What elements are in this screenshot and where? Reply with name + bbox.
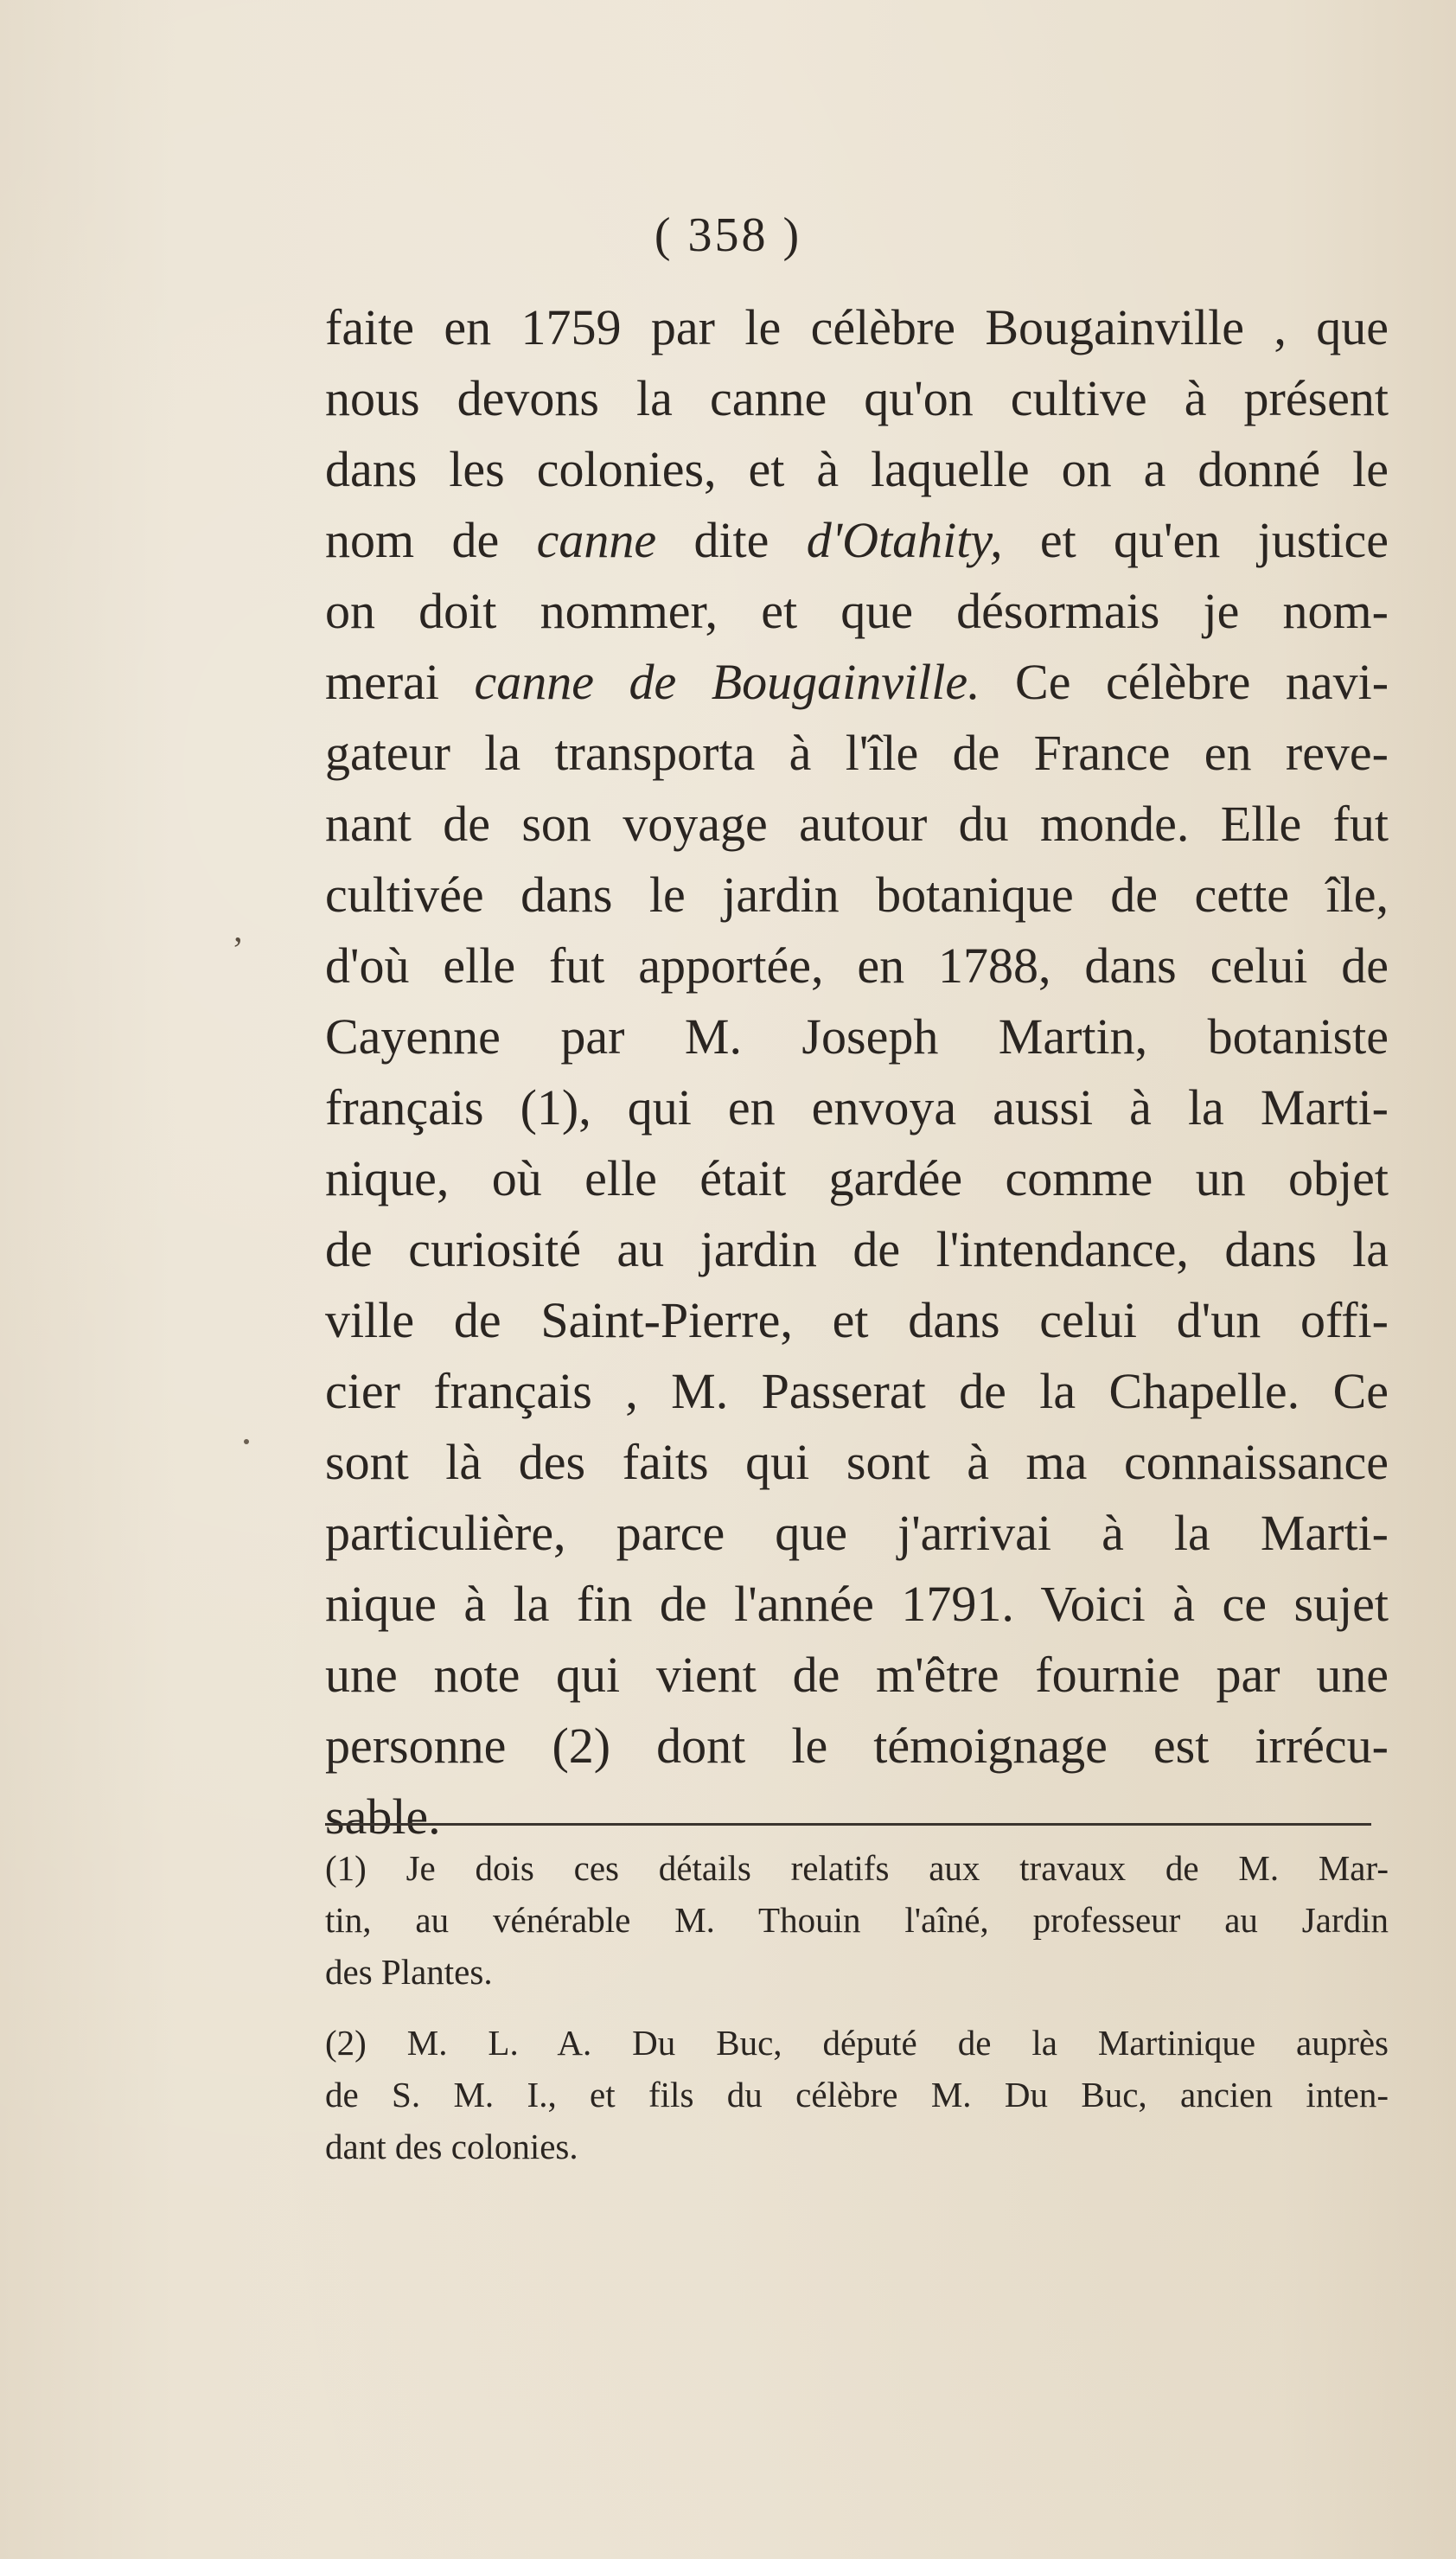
text-segment: dite	[656, 512, 807, 568]
footnote-1-line: des Plantes.	[325, 1952, 493, 1992]
text-line: d'où elle fut apportée, en 1788, dans celui de	[325, 937, 1389, 994]
text-line: nique, où elle était gardée comme un objet	[325, 1150, 1389, 1206]
text-line: cier français , M. Passerat de la Chapelle. Ce	[325, 1363, 1389, 1419]
footnotes	[325, 1842, 1389, 2172]
text-line	[325, 505, 1389, 576]
main-text	[325, 292, 1389, 1852]
text-line: une note qui vient de m'être fournie par une	[325, 1647, 1389, 1703]
margin-mark: ʼ	[232, 931, 244, 970]
italic-segment: canne	[536, 512, 657, 568]
text-line: Cayenne par M. Joseph Martin, botaniste	[325, 1008, 1389, 1065]
footnote-rule	[325, 1823, 1371, 1826]
text-line: dans les colonies, et à laquelle on a donné le	[325, 441, 1389, 497]
margin-dot	[244, 1439, 249, 1444]
footnote-gap	[325, 1998, 1389, 2017]
footnote-2-line: de S. M. I., et fils du célèbre M. Du Buc, ancien inten-	[325, 2075, 1389, 2114]
text-line: personne (2) dont le témoignage est irrécu-	[325, 1718, 1389, 1774]
text-line: sable.	[325, 1788, 441, 1845]
footnote-2-line: (2) M. L. A. Du Buc, député de la Martinique auprès	[325, 2023, 1389, 2063]
footnote-2-line: dant des colonies.	[325, 2127, 578, 2166]
text-line: faite en 1759 par le célèbre Bougainville , que	[325, 299, 1389, 355]
text-line: nique à la fin de l'année 1791. Voici à ce sujet	[325, 1576, 1389, 1632]
text-segment: et qu'en justice	[1002, 512, 1389, 568]
text-line: français (1), qui en envoya aussi à la Marti-	[325, 1079, 1389, 1136]
text-segment: merai	[325, 654, 475, 710]
italic-segment: d'Otahity,	[806, 512, 1003, 568]
text-line: ville de Saint-Pierre, et dans celui d'un offi-	[325, 1292, 1389, 1348]
footnote-1-line: tin, au vénérable M. Thouin l'aîné, professeur au Jardin	[325, 1900, 1389, 1940]
text-segment: Ce célèbre navi-	[980, 654, 1389, 710]
text-line: nous devons la canne qu'on cultive à présent	[325, 370, 1389, 426]
text-segment: nom de	[325, 512, 537, 568]
text-line: sont là des faits qui sont à ma connaissance	[325, 1434, 1389, 1490]
text-line: gateur la transporta à l'île de France en reve-	[325, 725, 1389, 781]
text-line: nant de son voyage autour du monde. Elle fut	[325, 796, 1389, 852]
text-line: cultivée dans le jardin botanique de cette île,	[325, 867, 1389, 923]
page-number: ( 358 )	[654, 208, 802, 262]
text-line: on doit nommer, et que désormais je nom-	[325, 583, 1389, 639]
text-line	[325, 647, 1389, 718]
text-line: de curiosité au jardin de l'intendance, dans la	[325, 1221, 1389, 1277]
text-line: particulière, parce que j'arrivai à la Marti-	[325, 1505, 1389, 1561]
footnote-1-line: (1) Je dois ces détails relatifs aux travaux de M. Mar-	[325, 1848, 1389, 1888]
italic-segment: canne de Bougainville.	[474, 654, 980, 710]
